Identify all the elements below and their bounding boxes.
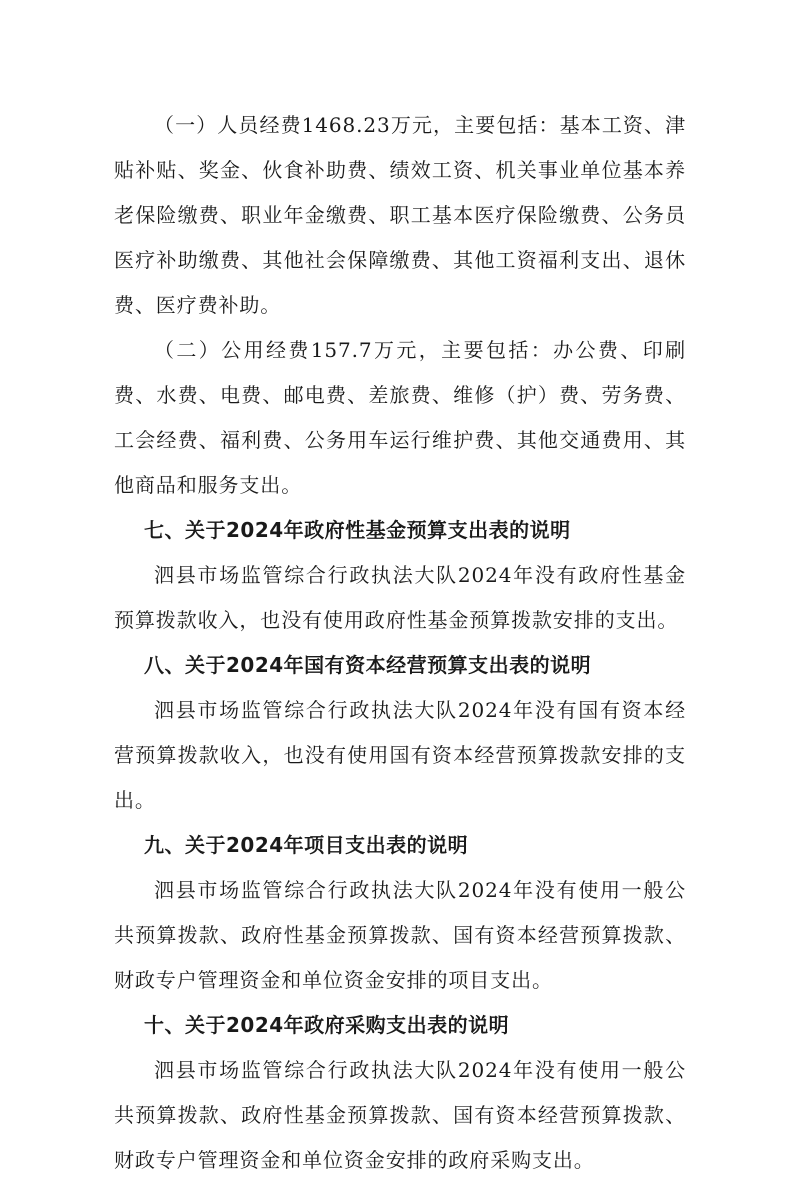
section-body-state-capital: 泗县市场监管综合行政执法大队2024年没有国有资本经营预算拨款收入，也没有使用国有资本经营预算拨款安排的支出。: [114, 698, 686, 812]
personnel-expenses-paragraph: （一）人员经费1468.23万元，主要包括：基本工资、津贴补贴、奖金、伙食补助费、绩效工资、机关事业单位基本养老保险缴费、职业年金缴费、职工基本医疗保险缴费、公务员医疗补助缴费、其他社会保障缴费、其他工资福利支出、退休费、医疗费补助。: [114, 113, 686, 317]
section-heading-government-fund: 七、关于2024年政府性基金预算支出表的说明: [144, 518, 571, 542]
section-body-government-fund: 泗县市场监管综合行政执法大队2024年没有政府性基金预算拨款收入，也没有使用政府性基金预算拨款安排的支出。: [114, 563, 686, 632]
public-expenses-paragraph: （二）公用经费157.7万元，主要包括：办公费、印刷费、水费、电费、邮电费、差旅费、维修（护）费、劳务费、工会经费、福利费、公务用车运行维护费、其他交通费用、其他商品和服务支出。: [114, 338, 686, 497]
section-body-project-expenditure: 泗县市场监管综合行政执法大队2024年没有使用一般公共预算拨款、政府性基金预算拨款、国有资本经营预算拨款、财政专户管理资金和单位资金安排的项目支出。: [114, 878, 686, 992]
section-body-government-procurement: 泗县市场监管综合行政执法大队2024年没有使用一般公共预算拨款、政府性基金预算拨款、国有资本经营预算拨款、财政专户管理资金和单位资金安排的政府采购支出。: [114, 1058, 686, 1172]
document-page: [114, 103, 686, 1183]
section-heading-project-expenditure: 九、关于2024年项目支出表的说明: [144, 833, 469, 857]
section-heading-state-capital: 八、关于2024年国有资本经营预算支出表的说明: [144, 653, 592, 677]
section-heading-government-procurement: 十、关于2024年政府采购支出表的说明: [144, 1013, 510, 1037]
